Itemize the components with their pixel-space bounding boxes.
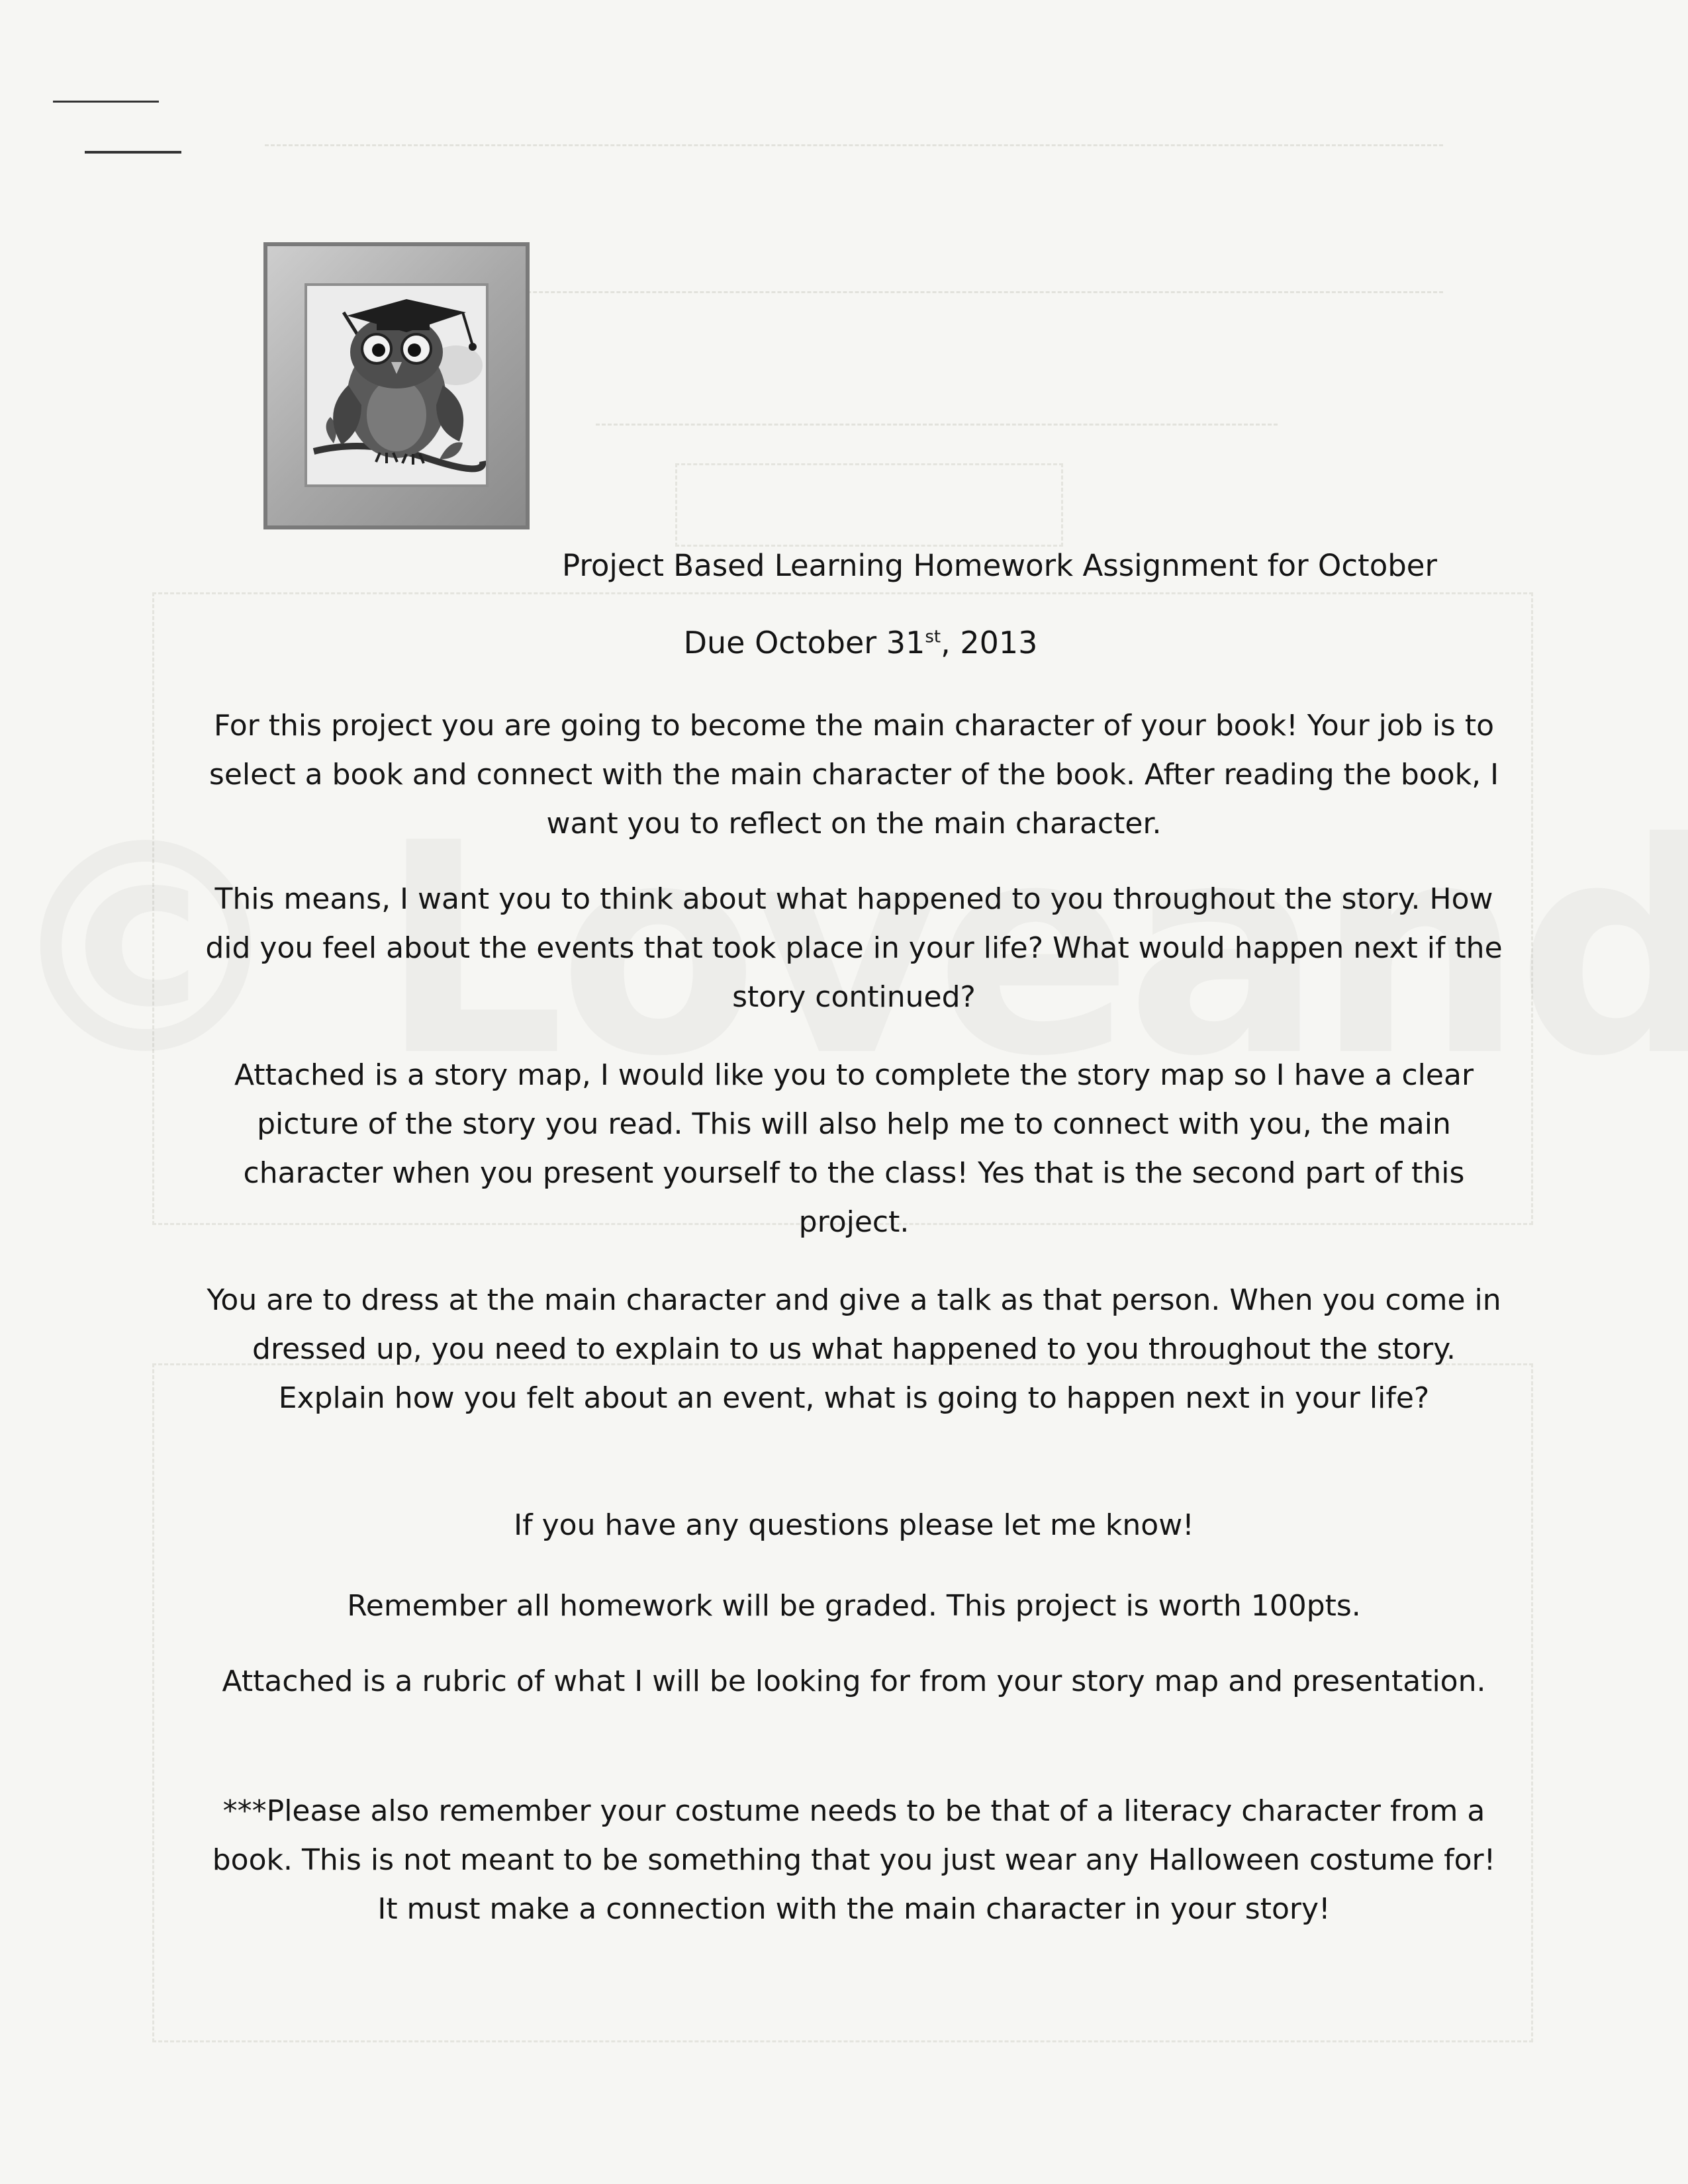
paragraph-costume-note: ***Please also remember your costume needs to be that of a literacy character from a book. This is not meant to be something that you just wear any Halloween costume for! It must make a connection with the main character in your story! [212,1794,1496,1926]
margin-mark [53,101,159,103]
paragraph-rubric: Attached is a rubric of what I will be looking for from your story map and presentation. [222,1664,1486,1698]
ghost-line [265,144,1443,146]
paragraph-intro: For this project you are going to become the main character of your book! Your job is to select a book and connect with the main character of the book. After reading the book, I want you to reflect on the main character. [209,709,1499,841]
paragraph-questions: If you have any questions please let me know! [514,1508,1194,1542]
ghost-box [675,463,1063,547]
ghost-line [596,424,1278,426]
clipart-frame [263,242,530,529]
due-date-year: , 2013 [941,625,1038,660]
due-date-ordinal: st [925,627,941,647]
margin-mark [85,151,181,154]
paragraph-presentation: You are to dress at the main character and give a talk as that person. When you come in dressed up, you need to explain to us what happened to you throughout the story. Explain how you felt about an event, what is going to happen next in your life? [207,1283,1501,1415]
paragraph-grading: Remember all homework will be graded. This project is worth 100pts. [347,1589,1361,1623]
due-date [463,625,1258,660]
assignment-title: Project Based Learning Homework Assignment for October [562,548,1437,583]
paragraph-reflection: This means, I want you to think about what happened to you throughout the story. How did you feel about the events that took place in your life? What would happen next if the story continued? [205,882,1503,1014]
due-date-text: Due October 31 [683,625,925,660]
graduate-owl-icon [305,283,489,487]
paragraph-story-map: Attached is a story map, I would like you to complete the story map so I have a clear picture of the story you read. This will also help me to connect with you, the main character when you present yourself to the class! Yes that is the second part of this project. [234,1058,1474,1239]
